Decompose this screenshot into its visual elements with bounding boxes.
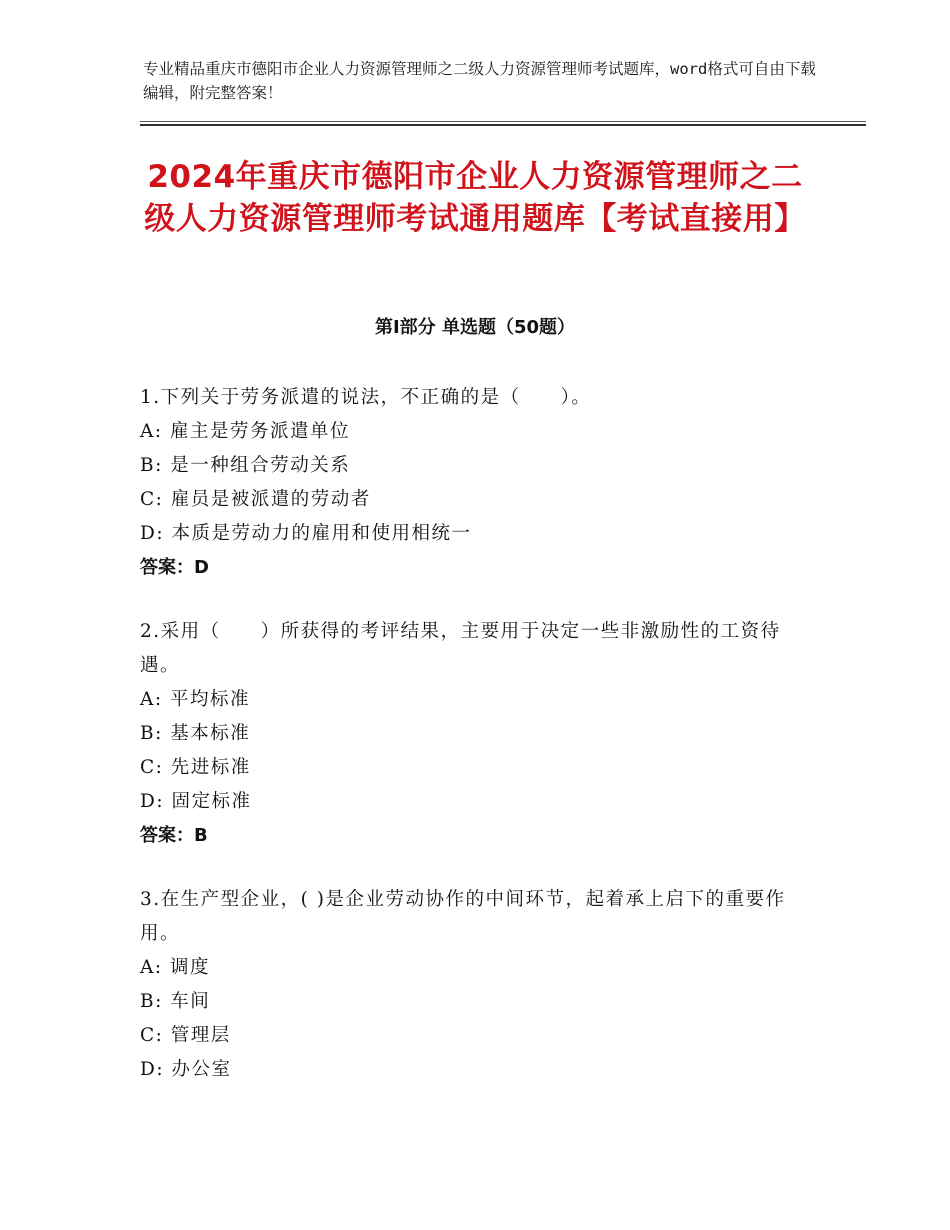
option-a: A: 平均标准	[140, 689, 250, 710]
option-d: D: 固定标准	[140, 791, 252, 812]
header-note: 专业精品重庆市德阳市企业人力资源管理师之二级人力资源管理师考试题库，word格式可自由下载编辑，附完整答案！	[143, 60, 816, 102]
option-c: C: 管理层	[140, 1025, 231, 1046]
option-a: A: 调度	[140, 957, 210, 978]
question-2	[140, 615, 810, 853]
option-c: C: 雇员是被派遣的劳动者	[140, 489, 371, 510]
option-d: D: 本质是劳动力的雇用和使用相统一	[140, 523, 472, 544]
option-b: B: 基本标准	[140, 723, 251, 744]
question-stem: 3.在生产型企业，( )是企业劳动协作的中间环节，起着承上启下的重要作用。	[140, 889, 786, 944]
question-stem: 2.采用（ ）所获得的考评结果，主要用于决定一些非激励性的工资待遇。	[140, 621, 781, 676]
answer-label: 答案：D	[140, 557, 209, 578]
answer-label: 答案：B	[140, 825, 208, 846]
document-title: 2024年重庆市德阳市企业人力资源管理师之二级人力资源管理师考试通用题库【考试直接用】	[144, 159, 806, 237]
question-list	[140, 381, 810, 1117]
option-b: B: 是一种组合劳动关系	[140, 455, 351, 476]
section-heading: 第Ⅰ部分 单选题（50题）	[374, 317, 575, 338]
question-3	[140, 883, 810, 1087]
question-1	[140, 381, 810, 585]
option-b: B: 车间	[140, 991, 211, 1012]
question-stem: 1.下列关于劳务派遣的说法，不正确的是（ ）。	[140, 387, 592, 408]
option-c: C: 先进标准	[140, 757, 251, 778]
header-divider	[140, 121, 866, 126]
option-a: A: 雇主是劳务派遣单位	[140, 421, 350, 442]
option-d: D: 办公室	[140, 1059, 232, 1080]
